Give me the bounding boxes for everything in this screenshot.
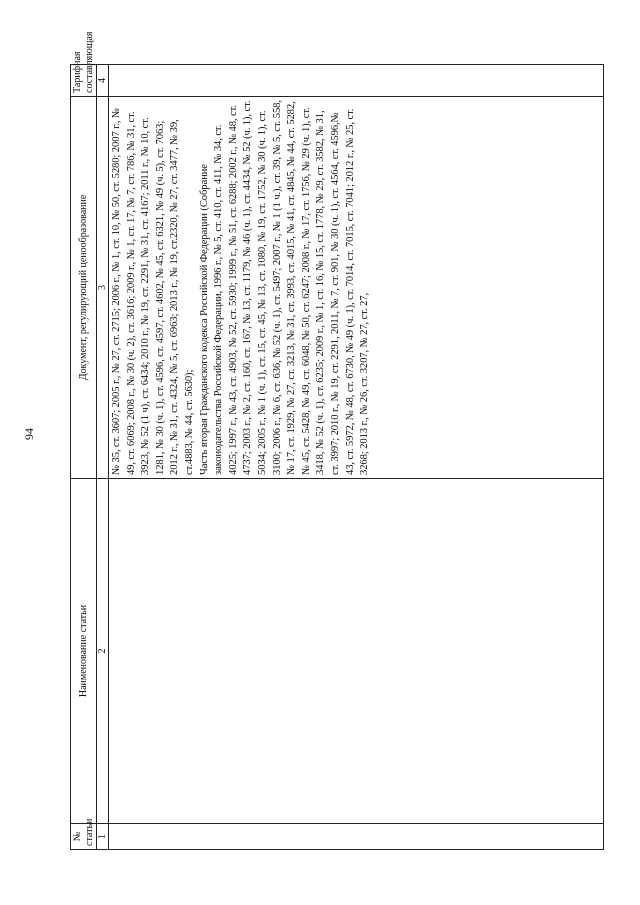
table-header-row [71,65,97,850]
cell-pricing-document [109,97,604,479]
cell-tariff-component [109,65,604,97]
column-number-row [97,65,109,850]
civil-code-part-two-paragraph: Часть вторая Гражданского кодекса Российской Федерации (Собрание законодательства Российской Федерации, 1996 г., № 5, ст. 410, ст. 411, № 34, ст. 4025; 1997 г., № 43, ст. 4903, № 52, ст. 5930; 1999 г., № 51, ст. 6288; 2002 г., № 48, ст. 4737; 2003 г., № 2, ст. 160, ст. 167, № 13, ст. 1179, № 46 (ч. 1), ст. 4434, № 52 (ч. 1), ст. 5034; 2005 г., № 1 (ч. 1), ст. 15, ст. 45, № 13, ст. 1080, № 19, ст. 1752, № 30 (ч. 1), ст. 3100; 2006 г., № 6, ст. 636, № 52 (ч. 1), ст. 5497; 2007 г., № 1 (1 ч.), ст. 39, № 5, ст. 558, № 17, ст. 1929, № 27, ст. 3213, № 31, ст. 3993, ст. 4015, № 41, ст. 4845, № 44, ст. 5282, № 45, ст. 5428, № 49, ст. 6048, № 50, ст. 6247; 2008 г., № 17, ст. 1756, № 29 (ч. 1), ст. 3418, № 52 (ч. 1), ст. 6235; 2009 г., № 1, ст. 16, № 15, ст. 1778, № 29, ст. 3582, № 31, ст. 3997; 2010 г., № 19, ст. 2291, 2011, № 7, ст. 901, № 30 (ч. 1), ст. 4564, ст. 4596,№ 43, ст. 5972, № 48, ст. 6730, № 49 (ч. 1), ст. 7014, ст. 7015, ст. 7041; 2012 г., № 25, ст. 3268; 2013 г., № 26, ст. 3207, № 27, ст. 27, [198,100,371,475]
cell-article-number [109,824,604,850]
header-pricing-document: Документ, регулирующий ценообразование [71,97,97,479]
column-number: 1 [97,824,109,850]
column-number: 3 [97,97,109,479]
header-article-name: Наименование статьи [71,479,97,824]
document-table-container [70,31,604,850]
header-article-number: № статьи [71,824,97,850]
cell-article-name [109,479,604,824]
legal-reference-paragraph: № 35, ст. 3607; 2005 г., № 27, ст. 2715; 2006 г., № 1, ст. 10, № 50, ст. 5280; 2007 г., № 49, ст. 6069; 2008 г., № 30 (ч. 2), ст. 3616; 2009 г., № 1, ст. 17, № 7, ст. 786, № 31, ст. 3923, № 52 (1 ч), ст. 6434; 2010 г., № 19, ст. 2291, № 31, ст. 4167; 2011 г., № 10, ст. 1281, № 30 (ч. 1), ст. 4596, ст. 4597, ст. 4602, № 45, ст. 6321, № 49 (ч. 5), ст. 7063; 2012 г., № 31, ст. 4324, № 5, ст. 6963; 2013 г., № 19, ст.2320, № 27, ст. 3477, № 39, ст.4883, № 44, ст. 5630); [111,108,195,475]
column-number: 4 [97,65,109,97]
column-number: 2 [97,479,109,824]
page-number: 94 [22,428,36,440]
pricing-documents-table [70,31,604,850]
table-row [109,65,604,850]
header-tariff-component: Тарифная составляющая [71,65,97,97]
